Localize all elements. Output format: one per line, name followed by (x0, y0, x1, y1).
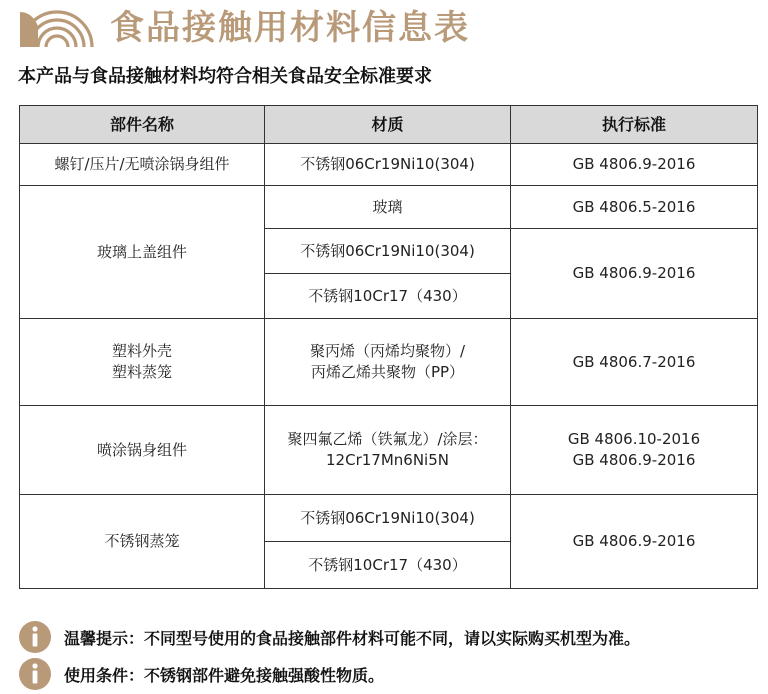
header-standard: 执行标准 (511, 106, 758, 144)
material-text: 不锈钢10Cr17（430） (308, 286, 467, 305)
part-name-cell (20, 495, 265, 589)
info-icon (18, 657, 52, 691)
standard-cell (511, 229, 758, 319)
material-cell (265, 144, 511, 186)
material-cell (265, 186, 511, 229)
part-name: 螺钉/压片/无喷涂锅身组件 (54, 155, 230, 173)
table-row (20, 495, 758, 542)
page-subtitle: 本产品与食品接触材料均符合相关食品安全标准要求 (18, 66, 432, 87)
standard-text: GB 4806.9-2016 (572, 264, 696, 282)
material-text: 不锈钢10Cr17（430） (308, 555, 467, 574)
part-name-cell (20, 406, 265, 495)
part-name: 塑料外壳 (111, 342, 172, 360)
notes-section (18, 620, 640, 694)
material-cell (265, 229, 511, 274)
material-text: 不锈钢06Cr19Ni10(304) (300, 508, 475, 527)
standard-text: GB 4806.10-2016 (567, 430, 701, 448)
part-name-cell (20, 186, 265, 319)
material-info-table (19, 105, 758, 589)
part-name: 塑料蒸笼 (111, 363, 172, 381)
table-row (20, 319, 758, 406)
arc-logo-icon (18, 8, 96, 48)
part-name-cell (20, 319, 265, 406)
standard-text: GB 4806.5-2016 (572, 197, 696, 216)
table-row (20, 406, 758, 495)
table-header-row (20, 106, 758, 144)
material-cell (265, 319, 511, 406)
table-row (20, 186, 758, 229)
material-text: 玻璃 (372, 197, 403, 216)
standard-text: GB 4806.9-2016 (572, 155, 696, 173)
header-material: 材质 (265, 106, 511, 144)
material-text: 不锈钢06Cr19Ni10(304) (300, 155, 475, 173)
info-icon (18, 620, 52, 654)
material-text: 聚丙烯（丙烯均聚物）/ (309, 342, 466, 360)
note-text: 使用条件：不锈钢部件避免接触强酸性物质。 (64, 665, 385, 685)
note-text: 温馨提示：不同型号使用的食品接触部件材料可能不同，请以实际购买机型为准。 (64, 628, 641, 648)
standard-text: GB 4806.7-2016 (572, 352, 696, 371)
standard-cell (511, 319, 758, 406)
material-text: 丙烯乙烯共聚物（PP） (310, 363, 465, 381)
material-text: 12Cr17Mn6Ni5N (326, 451, 449, 469)
part-name: 不锈钢蒸笼 (104, 532, 180, 550)
material-text: 不锈钢06Cr19Ni10(304) (300, 241, 475, 260)
part-name-cell (20, 144, 265, 186)
standard-cell (511, 495, 758, 589)
note-item (18, 657, 640, 691)
material-cell (265, 542, 511, 589)
part-name: 喷涂锅身组件 (96, 440, 187, 459)
material-cell (265, 274, 511, 319)
material-cell (265, 495, 511, 542)
material-text: 聚四氟乙烯（铁氟龙）/涂层： (287, 430, 488, 448)
material-cell (265, 406, 511, 495)
page-title: 食品接触用材料信息表 (110, 8, 470, 48)
note-item (18, 620, 640, 654)
standard-text: GB 4806.9-2016 (572, 451, 696, 469)
standard-cell (511, 186, 758, 229)
standard-cell (511, 144, 758, 186)
table-row (20, 144, 758, 186)
part-name: 玻璃上盖组件 (96, 242, 187, 261)
header-part-name: 部件名称 (20, 106, 265, 144)
standard-text: GB 4806.9-2016 (572, 532, 696, 550)
standard-cell (511, 406, 758, 495)
